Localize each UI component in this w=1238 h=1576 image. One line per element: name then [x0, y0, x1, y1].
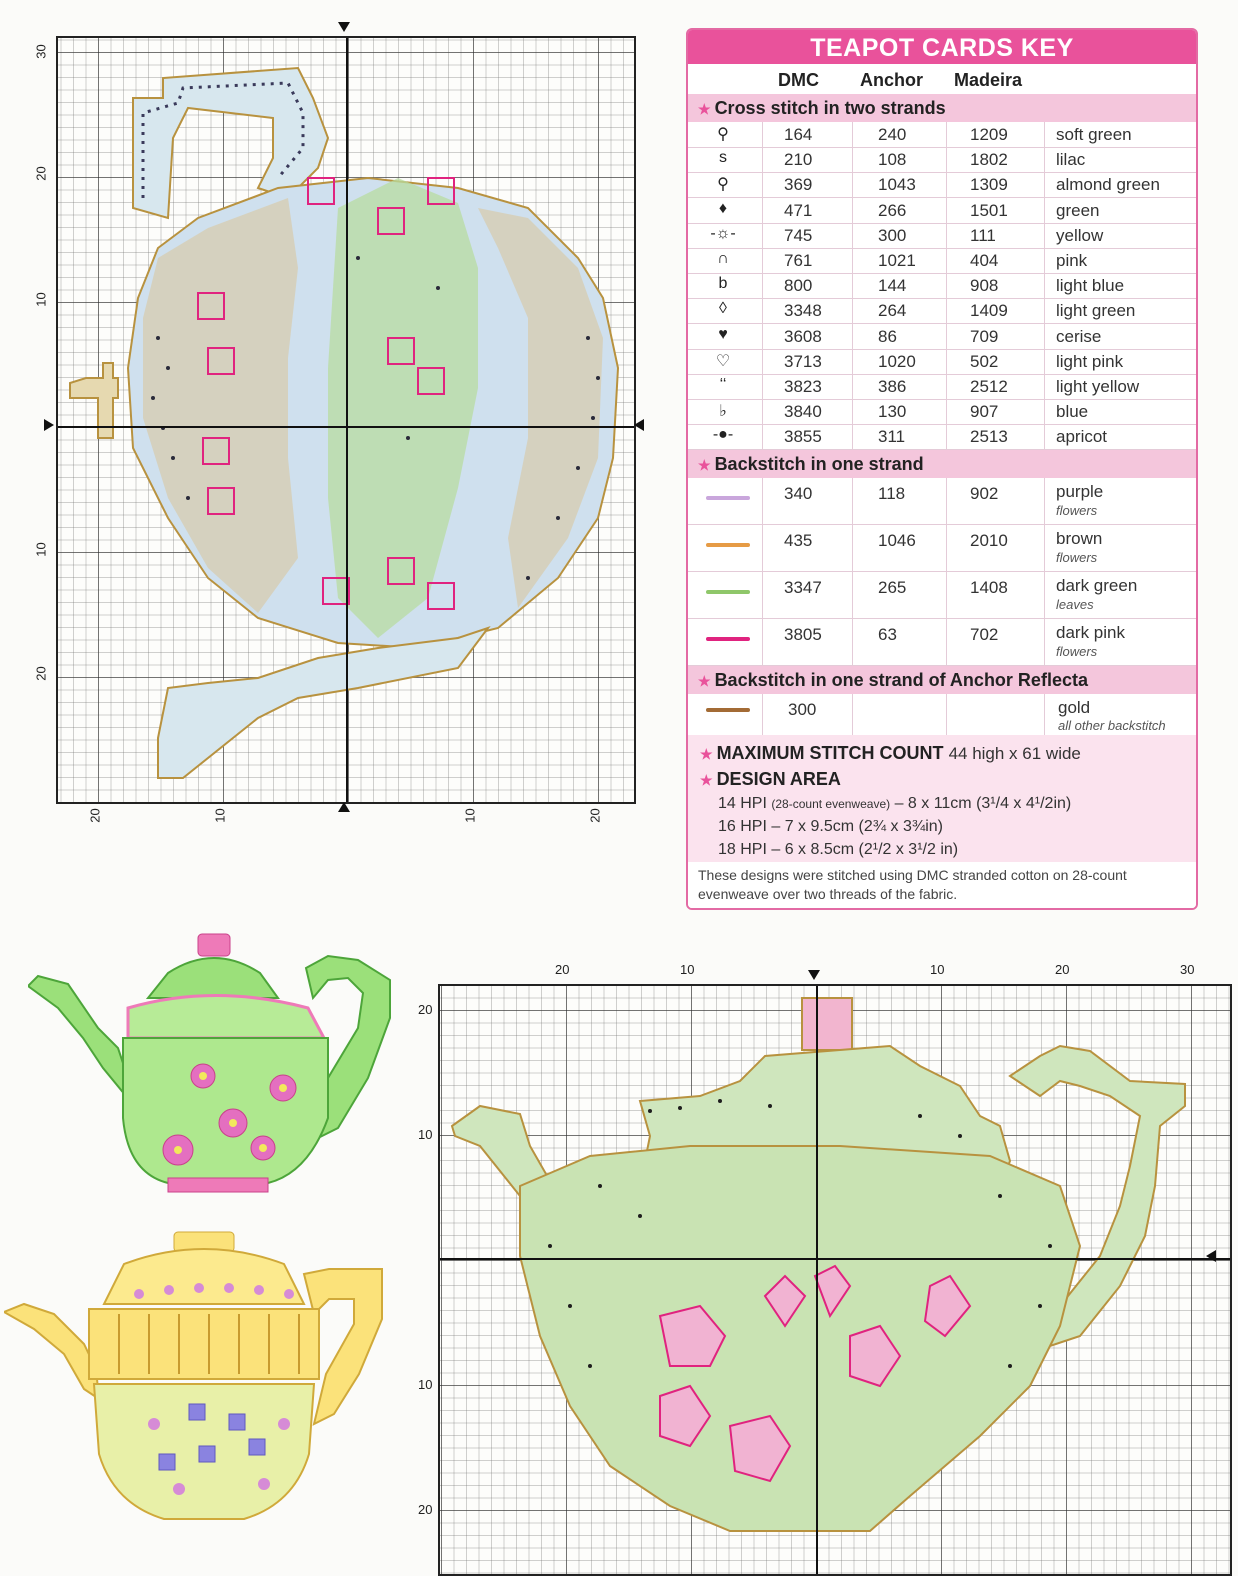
cross-anchor: 386: [878, 377, 907, 396]
chart2-top-tick: 30: [1180, 962, 1195, 977]
chart1-bottom-tick: 10: [212, 808, 228, 823]
cross-dmc: 761: [784, 251, 813, 270]
cross-color-name: light yellow: [1056, 377, 1140, 396]
back-usage: flowers: [1056, 503, 1098, 518]
dot-cross-icon: -●-: [712, 426, 734, 444]
yellow-teapot-image: [4, 1224, 389, 1534]
cross-madeira: 1802: [970, 150, 1008, 170]
design-area: [700, 769, 841, 790]
backstitch-row: [688, 619, 1196, 666]
reflecta-row: [688, 694, 1196, 736]
chart1-band: [143, 198, 298, 613]
chart2-top-tick: 10: [680, 962, 695, 977]
star-icon: ★: [698, 101, 711, 117]
cross-anchor: 264: [878, 301, 907, 321]
cross-color-name: blue: [1056, 402, 1089, 422]
quote-icon: ‘‘: [719, 376, 727, 393]
cross-dmc: 3713: [784, 351, 822, 371]
back-anchor: 1046: [878, 531, 916, 550]
cross-madeira: 1309: [970, 175, 1008, 195]
hollow-pin-icon: ⚲: [717, 176, 729, 194]
filled-b-icon: ♭: [719, 403, 727, 421]
chart2-pattern: [440, 986, 1230, 1574]
cross-dmc: 800: [784, 276, 813, 296]
backstitch-row: [688, 572, 1196, 619]
chart2-center-h: [440, 1258, 1230, 1260]
cross-stitch-row: [688, 122, 1196, 148]
backstitch-row: [688, 478, 1196, 525]
chart1-bottom-arrow: [338, 802, 350, 812]
backstitch-swatch: [706, 637, 750, 641]
b-icon: b: [718, 275, 728, 293]
reflecta-name: gold: [1058, 698, 1091, 717]
cross-stitch-row: [688, 172, 1196, 198]
section-reflecta: [688, 666, 1196, 694]
hpi-14: 14 HPI (28-count evenweave) – 8 x 11cm (3¹/4 x 4¹/2in): [718, 795, 1072, 812]
max-stitch-count: [700, 743, 1081, 764]
cross-anchor: 266: [878, 200, 907, 220]
cross-madeira: 709: [970, 326, 999, 346]
key-header-row: [688, 64, 1196, 95]
backstitch-swatch: [706, 543, 750, 547]
cross-madeira: 1209: [970, 125, 1008, 144]
cross-anchor: 130: [878, 402, 907, 422]
cross-color-name: lilac: [1056, 150, 1086, 170]
sun-icon: -☼-: [710, 224, 736, 242]
cross-madeira: 502: [970, 351, 999, 371]
backstitch-swatch: [706, 590, 750, 594]
cross-color-name: yellow: [1056, 225, 1104, 245]
chart1-bottom-tick: 20: [87, 808, 103, 823]
cross-stitch-row: [688, 374, 1196, 400]
cross-dmc: 3840: [784, 402, 822, 422]
chart1-left-tick: 30: [33, 44, 49, 59]
cross-color-name: light green: [1056, 301, 1136, 321]
back-madeira: 702: [970, 625, 999, 644]
chart2-left-tick: 20: [418, 1502, 433, 1517]
reflecta-dmc: 300: [788, 700, 817, 719]
arch-icon: ∩: [717, 250, 729, 267]
backstitch-swatch: [706, 496, 750, 500]
cross-madeira: 1409: [970, 301, 1008, 321]
cross-anchor: 1020: [878, 351, 916, 371]
cross-madeira: 404: [970, 251, 999, 270]
chart1-right-arrow: [634, 419, 644, 431]
cross-stitch-row: [688, 273, 1196, 299]
cross-madeira: 1501: [970, 200, 1008, 220]
cross-dmc: 3823: [784, 377, 822, 396]
chart2-knob: [802, 998, 852, 1050]
chart1-left-tick: 10: [33, 542, 49, 557]
backstitch-row: [688, 525, 1196, 572]
chart2-right-arrow: [1206, 1250, 1216, 1262]
cross-stitch-row: [688, 349, 1196, 375]
chart2-top-tick: 20: [1055, 962, 1070, 977]
pin-icon: ⚲: [717, 126, 729, 143]
back-dmc: 340: [784, 484, 813, 503]
hollow-heart-icon: ♡: [715, 352, 731, 370]
back-color-name: purple: [1056, 482, 1104, 501]
back-usage: leaves: [1056, 597, 1094, 612]
cross-color-name: cerise: [1056, 326, 1102, 346]
cross-color-name: light pink: [1056, 351, 1124, 371]
cross-dmc: 471: [784, 200, 813, 220]
hpi-18: 18 HPI – 6 x 8.5cm (2¹/2 x 3¹/2 in): [718, 841, 959, 858]
cross-stitch-row: [688, 424, 1196, 450]
back-color-name: brown: [1056, 529, 1103, 548]
cross-dmc: 745: [784, 225, 813, 245]
cross-madeira: 2512: [970, 377, 1008, 396]
cross-color-name: green: [1056, 200, 1100, 220]
key-title: TEAPOT CARDS KEY: [688, 30, 1196, 64]
chart1-center-h: [58, 426, 634, 428]
chart2-body: [520, 1146, 1080, 1531]
chart2-left-tick: 10: [418, 1127, 433, 1142]
cross-madeira: 907: [970, 402, 999, 422]
chart2-top-tick: 10: [930, 962, 945, 977]
cross-madeira: 2513: [970, 427, 1008, 447]
cross-madeira: 111: [970, 225, 996, 245]
header-dmc: DMC: [778, 70, 819, 90]
max-value: 44 high x 61 wide: [948, 744, 1081, 763]
cross-color-name: apricot: [1056, 427, 1108, 447]
back-dmc: 435: [784, 531, 813, 550]
cross-dmc: 3608: [784, 326, 822, 346]
back-madeira: 1408: [970, 578, 1008, 597]
back-madeira: 2010: [970, 531, 1008, 550]
max-label: MAXIMUM STITCH COUNT: [716, 743, 944, 763]
cross-dmc: 210: [784, 150, 813, 170]
star-icon: ★: [698, 673, 711, 689]
header-madeira: Madeira: [954, 70, 1023, 90]
s-icon: s: [719, 149, 727, 167]
chart2-center-v: [816, 986, 818, 1574]
heart-icon: ♥: [718, 325, 728, 343]
chart2-left-tick: 10: [418, 1377, 433, 1392]
cross-stitch-row: [688, 147, 1196, 173]
chart2-top-tick: 20: [555, 962, 570, 977]
chart1-left-tick: 20: [33, 166, 49, 181]
chart1-center-v: [346, 38, 348, 802]
chart1-grid: [56, 36, 636, 804]
section-reflecta-title: Backstitch in one strand of Anchor Reflecta: [714, 670, 1088, 690]
chart2-left-tick: 20: [418, 1002, 433, 1017]
back-color-name: dark pink: [1056, 623, 1125, 642]
cross-color-name: pink: [1056, 251, 1088, 270]
cross-dmc: 164: [784, 125, 813, 144]
star-icon: ★: [700, 746, 713, 762]
back-anchor: 118: [878, 484, 906, 503]
back-usage: flowers: [1056, 550, 1098, 565]
back-anchor: 63: [878, 625, 897, 644]
back-dmc: 3805: [784, 625, 822, 644]
cross-anchor: 240: [878, 125, 907, 144]
cross-dmc: 3855: [784, 427, 822, 447]
chart1-left-tick: 20: [33, 666, 49, 681]
design-label: DESIGN AREA: [716, 769, 841, 789]
cross-anchor: 1043: [878, 175, 916, 195]
cross-anchor: 144: [878, 276, 907, 296]
star-icon: ★: [698, 457, 711, 473]
section-backstitch: [688, 450, 1196, 478]
key-panel: [686, 28, 1198, 910]
back-dmc: 3347: [784, 578, 822, 597]
cross-dmc: 369: [784, 175, 813, 195]
back-madeira: 902: [970, 484, 999, 503]
cross-stitch-row: [688, 399, 1196, 425]
cross-stitch-row: [688, 298, 1196, 324]
cross-color-name: soft green: [1056, 125, 1132, 144]
green-teapot-image: [28, 928, 398, 1198]
diamond-icon: ♦: [718, 199, 728, 217]
chart1-left-tick: 10: [33, 292, 49, 307]
cross-color-name: almond green: [1056, 175, 1160, 195]
cross-anchor: 108: [878, 150, 907, 170]
cross-anchor: 1021: [878, 251, 916, 270]
cross-stitch-row: [688, 198, 1196, 224]
reflecta-sub: all other backstitch: [1058, 718, 1166, 733]
chart1-left-arrow: [44, 419, 54, 431]
chart1-bottom-tick: 10: [462, 808, 478, 823]
chart2-grid: [438, 984, 1232, 1576]
chart2-top-arrow: [808, 970, 820, 980]
chart1-bottom-tick: 20: [587, 808, 603, 823]
chart1-spout: [158, 628, 488, 778]
section-back-title: Backstitch in one strand: [714, 454, 924, 474]
back-anchor: 265: [878, 578, 907, 597]
reflecta-swatch: [706, 708, 750, 712]
back-usage: flowers: [1056, 644, 1098, 659]
cross-stitch-row: [688, 223, 1196, 249]
cross-stitch-row: [688, 248, 1196, 274]
hollow-diamond-icon: ◊: [719, 300, 727, 318]
cross-dmc: 3348: [784, 301, 822, 321]
cross-anchor: 300: [878, 225, 907, 245]
star-icon: ★: [700, 772, 713, 788]
header-anchor: Anchor: [860, 70, 923, 90]
hpi-16: 16 HPI – 7 x 9.5cm (2¾ x 3¾in): [718, 818, 943, 835]
cross-madeira: 908: [970, 276, 999, 296]
footnote: These designs were stitched using DMC stranded cotton on 28-count evenweave over two threads of the fabric.: [688, 862, 1196, 908]
back-color-name: dark green: [1056, 576, 1138, 595]
cross-anchor: 86: [878, 326, 897, 346]
cross-anchor: 311: [878, 427, 906, 447]
section-cross-stitch: [688, 94, 1196, 122]
cross-color-name: light blue: [1056, 276, 1125, 296]
chart1-top-arrow: [338, 22, 350, 32]
section-cross-title: Cross stitch in two strands: [714, 98, 946, 118]
cross-stitch-row: [688, 324, 1196, 350]
